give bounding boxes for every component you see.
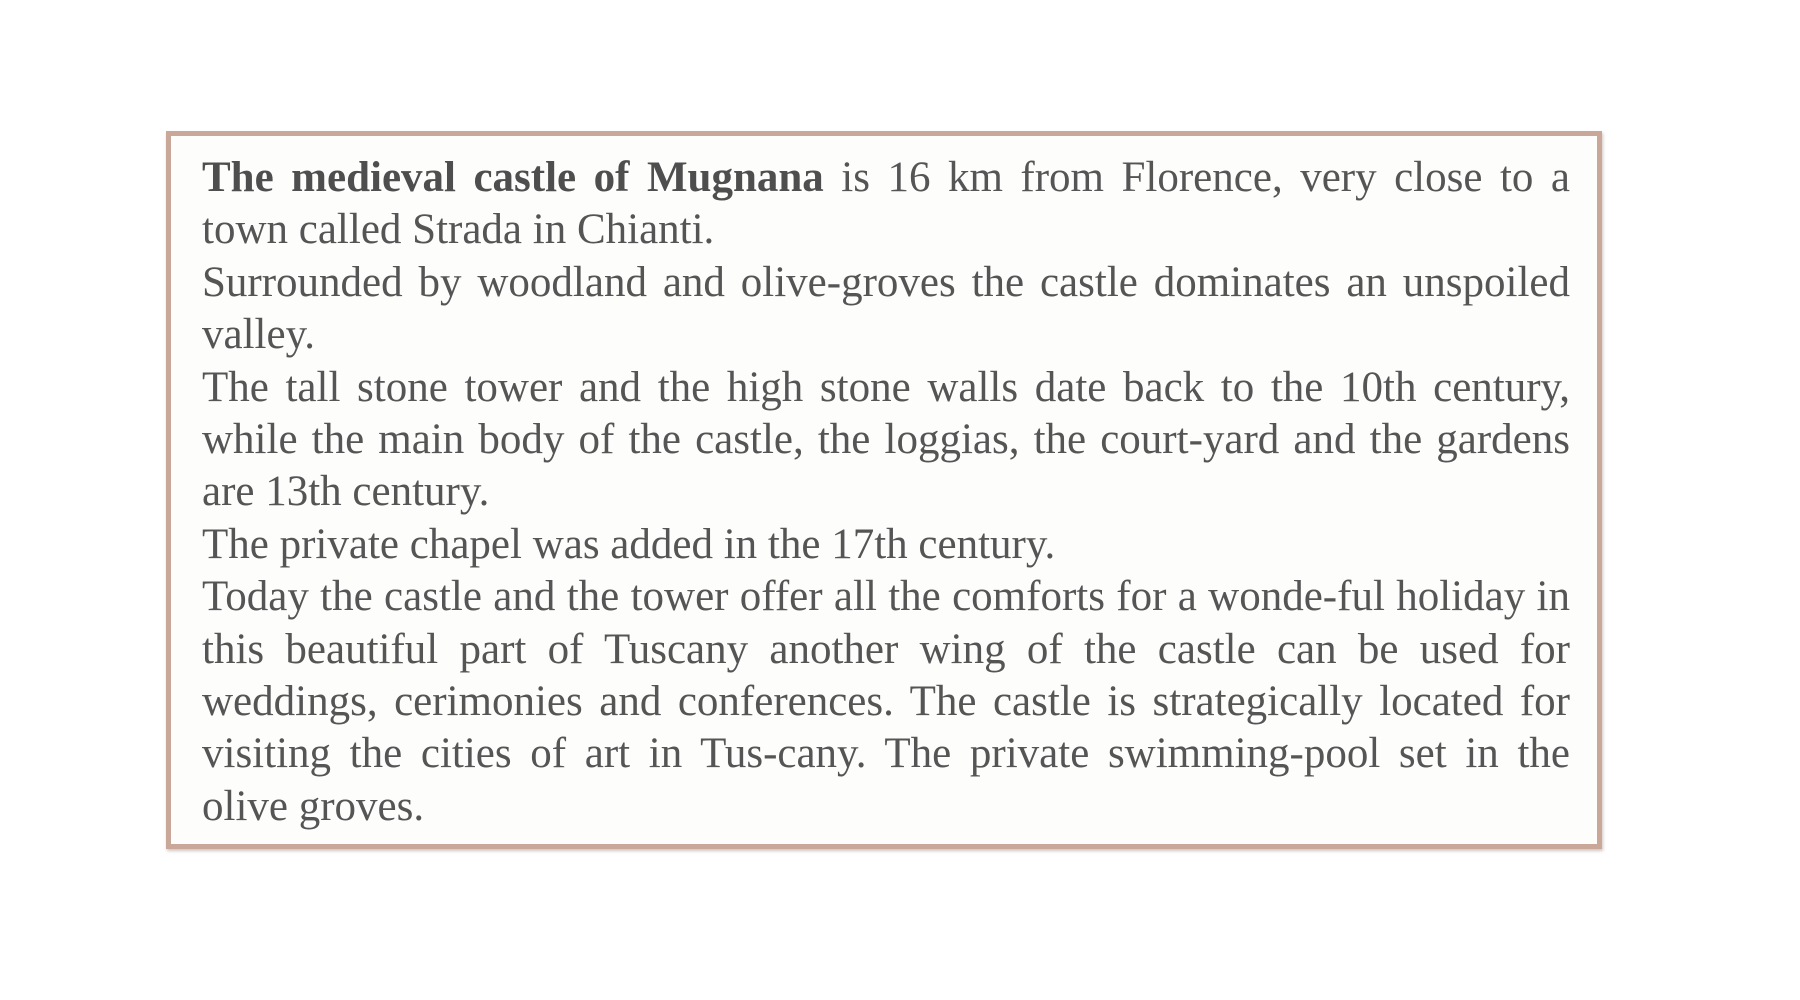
paragraph-intro-text: is 16 km from Florence, very close to a town called Strada in Chianti. <box>202 154 1570 254</box>
paragraph-chapel: The private chapel was added in the 17th century. <box>202 520 1056 568</box>
text-body <box>202 152 1570 833</box>
lead-bold-text: The medieval castle of Mugnana <box>202 154 824 201</box>
text-box <box>166 131 1602 849</box>
paragraph-today: Today the castle and the tower offer all the comforts for a wonde-ful holiday in this beautiful part of Tuscany another wing of the castle can be used for weddings, cerimonies and conferences. The castle is strategically located for visiting the cities of art in Tus-cany. The private swimming-pool set in the olive groves. <box>202 573 1570 830</box>
paragraph-intro <box>202 152 1570 257</box>
paragraph-setting: Surrounded by woodland and olive-groves the castle dominates an unspoiled valley. <box>202 258 1570 359</box>
paragraph-history: The tall stone tower and the high stone walls date back to the 10th century, while the main body of the castle, the loggias, the court-yard and the gardens are 13th century. <box>202 363 1570 516</box>
